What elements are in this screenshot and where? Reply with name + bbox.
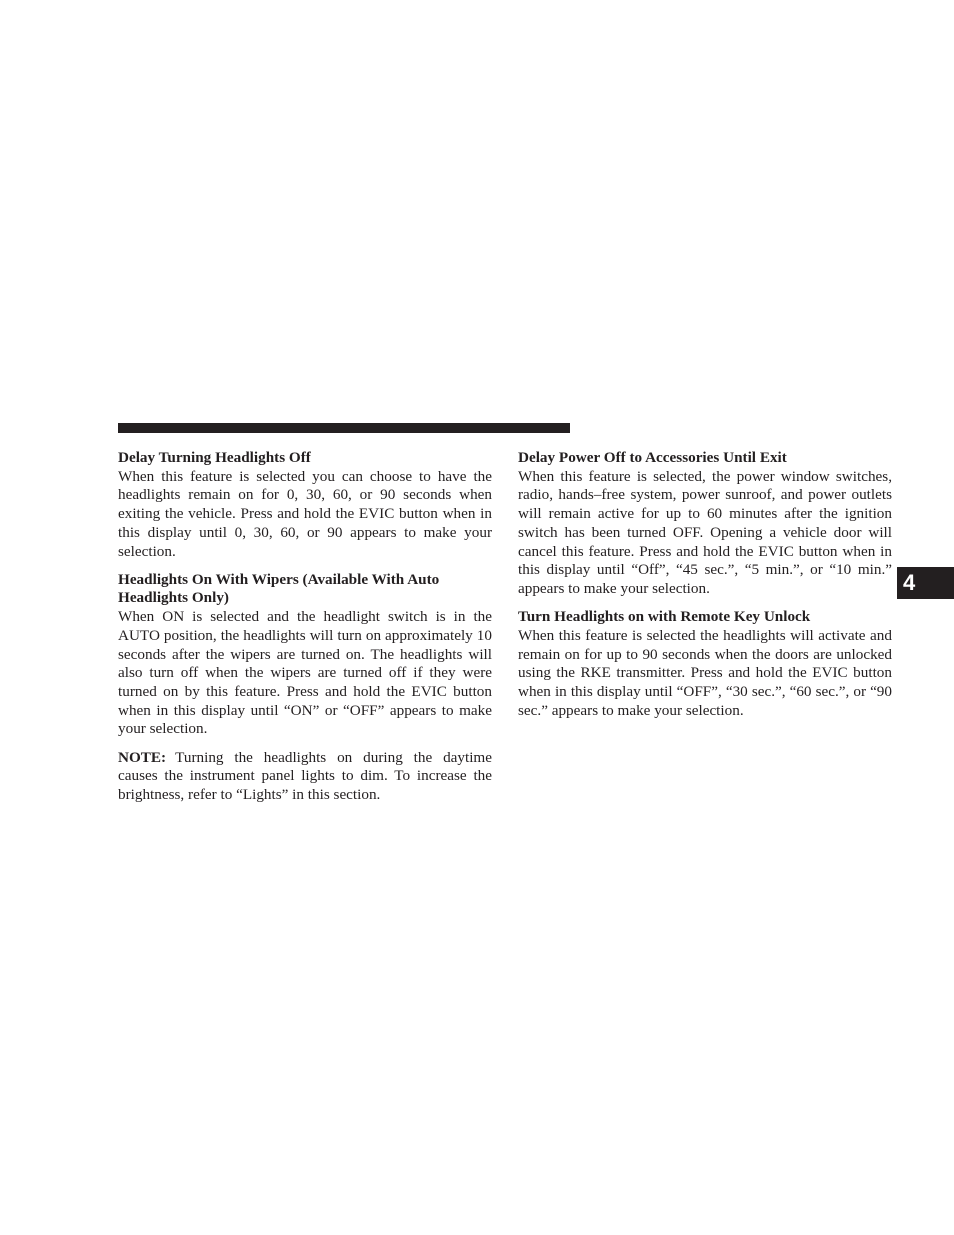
section-heading: Delay Turning Headlights Off — [118, 449, 311, 466]
section-body: When ON is selected and the headlight switch is in the AUTO position, the headlights will turn on approximately 10 seconds after the wipers are turned on. The headlights will also turn off when the wipers are turned off if they were turned on by this feature. Press and hold the EVIC button when in this display until “ON” or “OFF” appears to make your selection. — [118, 608, 492, 738]
section-heading: Delay Power Off to Accessories Until Exit — [518, 449, 787, 466]
left-column — [118, 449, 492, 814]
section-heading: Turn Headlights on with Remote Key Unlock — [518, 608, 811, 626]
chapter-number: 4 — [903, 570, 916, 595]
section-delay-power-off-to-accessories — [518, 449, 892, 599]
note-label: NOTE: — [118, 748, 167, 766]
note-paragraph — [118, 749, 492, 805]
section-body: When this feature is selected, the power window switches, radio, hands–free system, power sunroof, and power outlets will remain active for up to 60 minutes after the ignition switch has been turned OFF. Opening a vehicle door will cancel this feature. Press and hold the EVIC button when in this display until “Off”, “45 sec.”, “5 min.”, or “10 min.” appears to make your selection. — [518, 467, 892, 597]
note-block — [118, 749, 492, 805]
section-delay-turning-headlights-off — [118, 449, 492, 561]
section-body: When this feature is selected the headlights will activate and remain on for up to 90 seconds when the doors are unlocked using the RKE transmitter. Press and hold the EVIC button when in this display until “OFF”, “30 sec.”, “60 sec.”, or “90 sec.” appears to make your selection. — [518, 626, 892, 719]
section-heading: Headlights On With Wipers (Available With Auto Headlights Only) — [118, 570, 440, 607]
top-rule — [118, 423, 570, 433]
section-body: When this feature is selected you can choose to have the headlights remain on for 0, 30, 60, or 90 seconds when exiting the vehicle. Press and hold the EVIC button when in this display until 0, 30, 60, or 90 appears to make your selection. — [118, 467, 492, 560]
section-turn-headlights-on-with-remote-key-unlock — [518, 608, 892, 720]
chapter-tab — [897, 567, 954, 599]
right-column — [518, 449, 892, 730]
note-text: Turning the headlights on during the daytime causes the instrument panel lights to dim. To increase the brightness, refer to “Lights” in this section. — [118, 748, 492, 803]
section-headlights-on-with-wipers — [118, 571, 492, 739]
